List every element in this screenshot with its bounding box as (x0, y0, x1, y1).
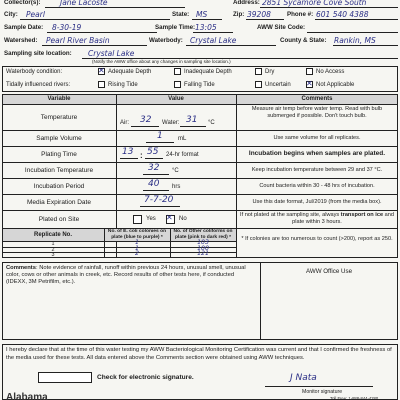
plated-comment-emphasis: transport on ice (340, 212, 384, 218)
aww-site-line (307, 32, 398, 33)
uncertain-checkbox[interactable] (255, 81, 262, 88)
temperature-unit: °C (208, 120, 215, 126)
incubation-period-value[interactable]: 40 (148, 179, 160, 189)
other-coliform-count[interactable]: 103 (197, 239, 209, 246)
phone-line (315, 19, 398, 20)
state-line (192, 19, 222, 20)
replicate-number: 1 (51, 241, 55, 247)
plated-comment-text: and plate within 3 hours. (292, 212, 394, 225)
comments-label: Comments (6, 265, 36, 271)
air-line (131, 126, 159, 127)
phone-label: Phone #: (287, 11, 314, 18)
watershed-label: Watershed: (4, 37, 38, 44)
water-line (180, 126, 206, 127)
office-use-label: AWW Office Use (305, 268, 353, 275)
electronic-signature-checkbox[interactable] (38, 372, 92, 383)
city-value[interactable]: Pearl (26, 10, 45, 19)
incubation-temp-line (143, 174, 169, 175)
plated-yes-label: Yes (146, 216, 156, 222)
phone-value[interactable]: 601 540 4388 (316, 10, 369, 19)
electronic-signature-label: Check for electronic signature. (97, 374, 194, 381)
other-coliform-count[interactable]: 121 (197, 250, 209, 258)
col-line (236, 94, 237, 258)
ecoli-count[interactable]: 1 (135, 239, 139, 246)
col-value-header: Value (168, 96, 184, 102)
sample-volume-value[interactable]: 1 (157, 131, 163, 141)
tidal-label: Tidally influenced rivers: (6, 82, 71, 88)
not-applicable-checkbox[interactable]: ✕ (306, 79, 313, 88)
temperature-comment: Measure air temp before water temp. Read with bulb submerged if possible. Don't touch bulb. (251, 106, 383, 119)
uncertain-label: Uncertain (265, 82, 291, 88)
air-value[interactable]: 32 (140, 115, 152, 125)
sample-date-line (47, 32, 157, 33)
incubation-period-unit: hrs (172, 184, 181, 190)
sample-date-label: Sample Date: (4, 24, 44, 31)
zip-value[interactable]: 39208 (247, 10, 271, 19)
sample-date-value[interactable]: 8-30-19 (52, 23, 82, 32)
declaration-text: I hereby declare that at the time of this water testing my AWW Bacteriological Monitoring Certification was current and that I confirmed the freshness of the media used for these tests. All data entered above the Comments section were obtained using AWW techniques. (6, 347, 392, 361)
ecoli-count[interactable]: 2 (135, 250, 139, 258)
sample-time-label: Sample Time: (155, 24, 196, 31)
row-line (2, 178, 398, 179)
incubation-period-label: Incubation Period (33, 183, 85, 190)
other-col-header: No. of Other coliforms on plate (pink to dark red) * (173, 229, 233, 240)
address-value[interactable]: 2851 Sycamore Cove South (262, 0, 367, 7)
row-line (2, 130, 398, 131)
col-comments-header: Comments (301, 96, 333, 102)
adequate-depth-label: Adequate Depth (108, 69, 152, 75)
plated-comment-text: If not plated at the sampling site, always (240, 212, 341, 218)
ecoli-count[interactable]: 1 (135, 244, 139, 252)
address-line (260, 7, 398, 8)
plating-time-comment: Incubation begins when samples are plated. (248, 150, 386, 157)
zip-label: Zip: (233, 11, 245, 18)
state-value[interactable]: MS (196, 10, 208, 19)
comments-entry-area[interactable] (4, 290, 258, 338)
row-line (2, 104, 398, 105)
falling-tide-checkbox[interactable] (174, 81, 181, 88)
plated-yes-checkbox[interactable] (133, 215, 142, 224)
incubation-period-line (143, 190, 169, 191)
incubation-period-comment: Count bacteria within 30 - 48 hrs of incubation. (259, 183, 375, 189)
signature-label: Monitor signature (302, 389, 343, 395)
dry-checkbox[interactable] (255, 68, 262, 75)
incubation-temp-value[interactable]: 32 (148, 163, 160, 173)
signature-value[interactable]: J Nata (290, 373, 317, 383)
collector-value[interactable]: Jane Lacoste (60, 0, 108, 7)
media-expiration-value[interactable]: 7-7-20 (144, 195, 174, 205)
rising-tide-label: Rising Tide (108, 82, 138, 88)
falling-tide-label: Falling Tide (184, 82, 215, 88)
col-variable-header: Variable (47, 96, 71, 102)
waterbody-value[interactable]: Crystal Lake (190, 36, 237, 45)
collector-label: Collector(s): (4, 0, 41, 6)
state-label: State: (172, 11, 190, 18)
dry-label: Dry (265, 69, 275, 75)
air-label: Air: (120, 120, 129, 126)
watershed-value[interactable]: Pearl River Basin (46, 36, 110, 45)
county-value[interactable]: Rankin, MS (334, 36, 376, 45)
row-line (2, 162, 398, 163)
replicate-col-header: Replicate No. (33, 232, 72, 238)
aww-site-label: AWW Site Code: (257, 24, 306, 31)
city-line (20, 19, 170, 20)
plating-time-colon: : (140, 151, 143, 160)
plated-on-site-label: Plated on Site (38, 216, 80, 223)
location-label: Sampling site location: (4, 50, 72, 57)
signature-line (265, 386, 373, 387)
plated-no-label: No (179, 216, 187, 222)
waterbody-line (186, 45, 276, 46)
waterbody-label: Waterbody: (149, 37, 183, 44)
watershed-line (42, 45, 147, 46)
collector-line (45, 7, 185, 8)
sample-volume-comment: Use same volume for all replicates. (273, 135, 361, 141)
sample-time-value[interactable]: 13:05 (195, 23, 217, 32)
sample-volume-unit: mL (178, 136, 187, 142)
water-value[interactable]: 31 (186, 115, 198, 125)
row-line (2, 210, 398, 211)
plated-on-site-comment (240, 212, 394, 225)
adequate-depth-checkbox[interactable]: ✕ (98, 66, 105, 75)
incubation-temp-label: Incubation Temperature (24, 167, 94, 174)
waterbody-condition-label: Waterbody condition: (6, 69, 63, 75)
notify-note: (Notify the AWW office about any changes in sampling site location.) (92, 59, 231, 64)
replicate-note: * If colonies are too numerous to count (>200), report as 250. (241, 236, 393, 242)
rising-tide-checkbox[interactable] (98, 81, 105, 88)
plating-mm-value[interactable]: 55 (147, 147, 159, 157)
sample-volume-line (146, 142, 174, 143)
replicate-number: 3 (51, 252, 55, 259)
footer-brand: Alabama (6, 392, 48, 400)
other-coliform-count[interactable]: 100 (197, 244, 209, 252)
zip-line (246, 19, 284, 20)
location-value[interactable]: Crystal Lake (88, 49, 135, 58)
city-label: City: (4, 11, 18, 18)
replicate-number: 2 (51, 246, 55, 253)
water-label: Water: (162, 120, 180, 126)
address-label: Address: (233, 0, 260, 6)
plating-mm-line (145, 158, 163, 159)
plating-time-unit: 24-hr format (166, 152, 199, 158)
county-line (333, 45, 398, 46)
footer-phone: Toll Free: 1-888-844-4280 (330, 396, 379, 400)
plating-hh-line (120, 158, 138, 159)
inadequate-depth-label: Inadequate Depth (184, 69, 232, 75)
incubation-temp-comment: Keep incubation temperature between 29 and 37 °C. (251, 167, 383, 173)
not-applicable-label: Not Applicable (316, 82, 355, 88)
county-label: County & State: (280, 37, 327, 44)
plating-hh-value[interactable]: 13 (122, 147, 134, 157)
row-line (2, 146, 398, 147)
sample-time-line (193, 32, 233, 33)
comments-text: : Note evidence of rainfall, runoff within previous 24 hours, unusual smell, unusual color, cows or other animals in creek, etc. Record results of other tests here, if conducted (IDEXX, 3M Petrifilm, etc.). (6, 265, 246, 285)
media-expiration-comment: Use this date format, Jul/2019 (from the media box). (252, 199, 382, 205)
plated-no-checkbox[interactable]: ✕ (166, 215, 175, 224)
no-access-checkbox[interactable] (306, 68, 313, 75)
media-expiration-line (140, 206, 180, 207)
no-access-label: No Access (316, 69, 345, 75)
comments-instructions (6, 265, 256, 286)
sample-volume-label: Sample Volume (36, 135, 82, 142)
temperature-label: Temperature (40, 114, 78, 121)
media-expiration-label: Media Expiration Date (27, 199, 91, 206)
incubation-temp-unit: °C (172, 168, 179, 174)
row-line (2, 194, 398, 195)
plating-time-label: Plating Time (41, 151, 77, 158)
inadequate-depth-checkbox[interactable] (174, 68, 181, 75)
ecoli-col-header: No. of E. coli colonies on plate (blue to purple) * (107, 229, 167, 240)
